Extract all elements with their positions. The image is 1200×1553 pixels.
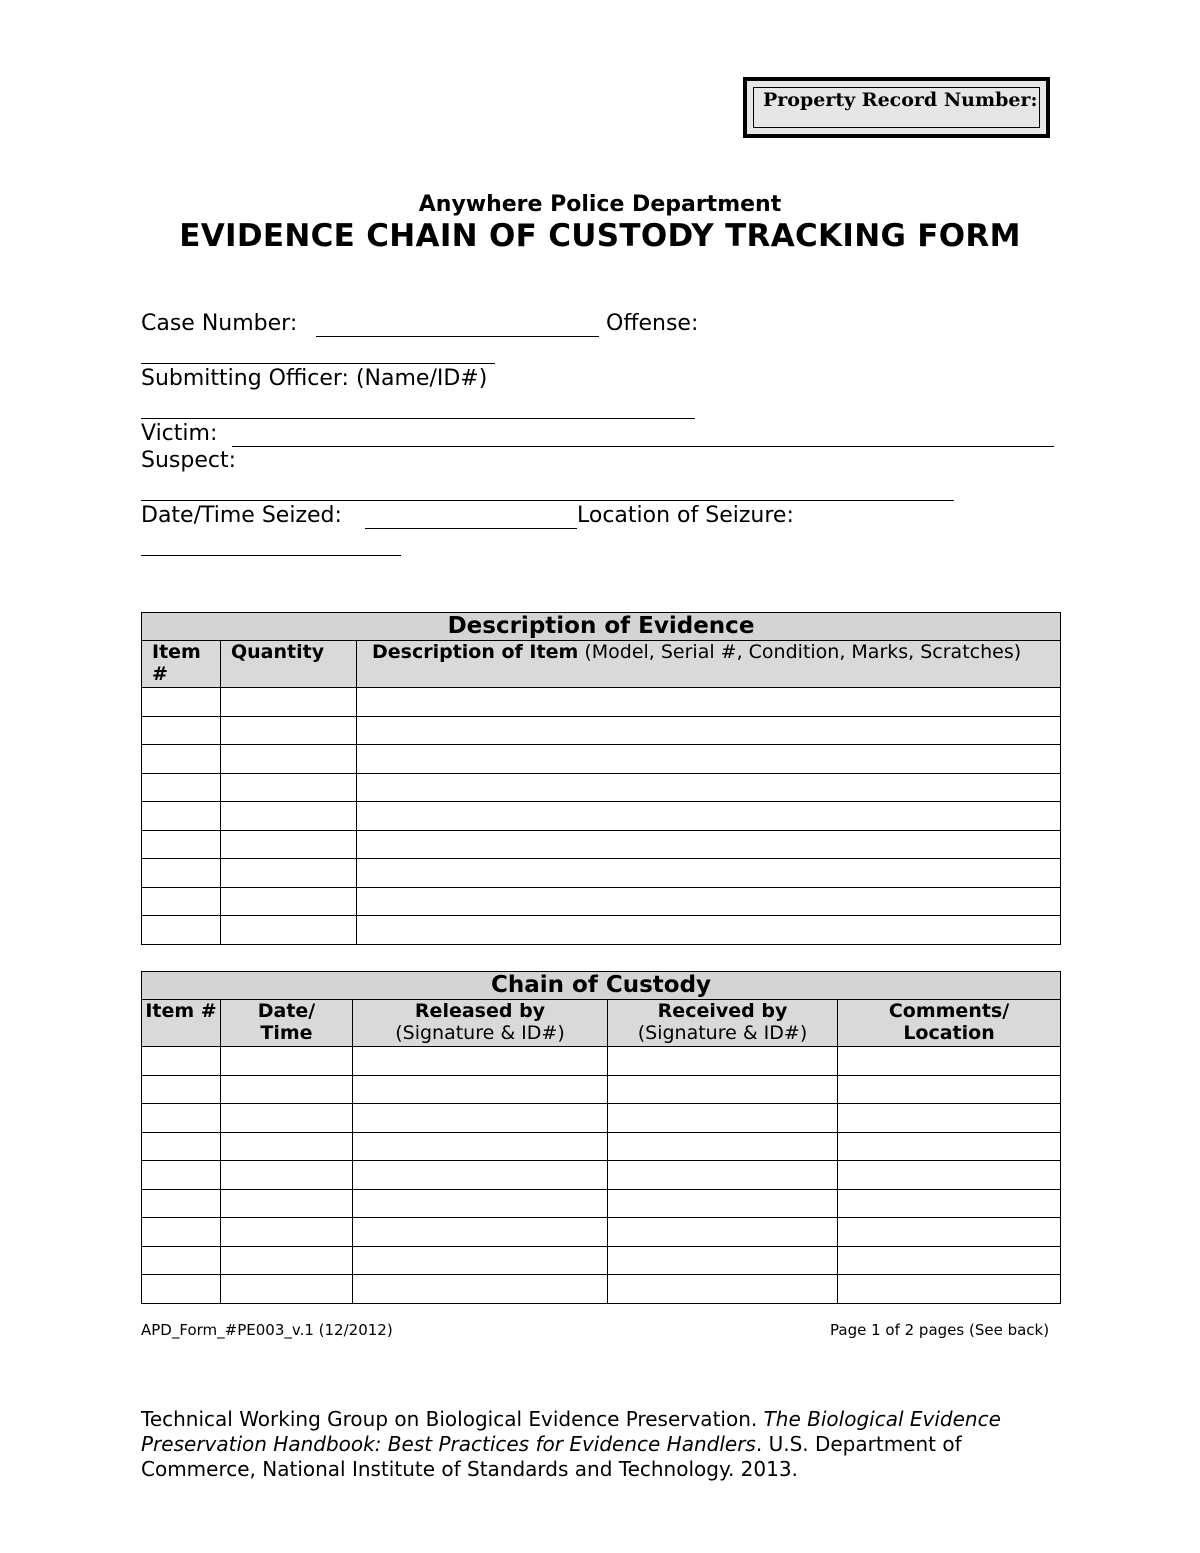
table-cell[interactable] bbox=[142, 1218, 221, 1247]
case-number-label: Case Number: bbox=[141, 311, 298, 336]
table-cell[interactable] bbox=[142, 1246, 221, 1275]
table-cell[interactable] bbox=[221, 830, 357, 859]
table-cell[interactable] bbox=[142, 1275, 221, 1304]
table-row bbox=[142, 859, 1061, 888]
table-cell[interactable] bbox=[142, 916, 221, 945]
form-title: EVIDENCE CHAIN OF CUSTODY TRACKING FORM bbox=[179, 218, 1021, 254]
custody-col-datetime: Date/ Time bbox=[221, 1000, 353, 1047]
table-cell[interactable] bbox=[357, 887, 1061, 916]
table-row bbox=[142, 916, 1061, 945]
table-cell[interactable] bbox=[221, 887, 357, 916]
table-cell[interactable] bbox=[142, 1075, 221, 1104]
offense-line[interactable] bbox=[141, 363, 495, 364]
table-cell[interactable] bbox=[142, 745, 221, 774]
table-cell[interactable] bbox=[353, 1104, 608, 1133]
table-cell[interactable] bbox=[353, 1189, 608, 1218]
table-cell[interactable] bbox=[357, 859, 1061, 888]
custody-col-released-note: (Signature & ID#) bbox=[395, 1022, 565, 1044]
table-cell[interactable] bbox=[838, 1047, 1061, 1076]
table-cell[interactable] bbox=[353, 1275, 608, 1304]
table-cell[interactable] bbox=[838, 1161, 1061, 1190]
table-cell[interactable] bbox=[221, 1047, 353, 1076]
table-cell[interactable] bbox=[353, 1075, 608, 1104]
property-record-label: Property Record Number: bbox=[763, 89, 1038, 111]
custody-col-item: Item # bbox=[142, 1000, 221, 1047]
table-row bbox=[142, 802, 1061, 831]
description-of-evidence-table bbox=[141, 612, 1061, 945]
table-cell[interactable] bbox=[142, 802, 221, 831]
page-info-footer: Page 1 of 2 pages (See back) bbox=[830, 1321, 1050, 1339]
table-cell[interactable] bbox=[838, 1104, 1061, 1133]
table-cell[interactable] bbox=[608, 1189, 838, 1218]
table-cell[interactable] bbox=[142, 688, 221, 717]
table-cell[interactable] bbox=[142, 1161, 221, 1190]
table-cell[interactable] bbox=[608, 1275, 838, 1304]
table-cell[interactable] bbox=[357, 916, 1061, 945]
table-cell[interactable] bbox=[221, 1189, 353, 1218]
desc-col-description-note: (Model, Serial #, Condition, Marks, Scratches) bbox=[584, 641, 1022, 663]
table-cell[interactable] bbox=[838, 1218, 1061, 1247]
table-cell[interactable] bbox=[357, 773, 1061, 802]
date-time-seized-line[interactable] bbox=[365, 528, 577, 529]
table-cell[interactable] bbox=[353, 1161, 608, 1190]
table-row bbox=[142, 716, 1061, 745]
table-row bbox=[142, 1161, 1061, 1190]
table-cell[interactable] bbox=[838, 1246, 1061, 1275]
location-of-seizure-label: Location of Seizure: bbox=[577, 503, 794, 528]
desc-col-item-text: Item # bbox=[152, 641, 201, 685]
table-cell[interactable] bbox=[608, 1075, 838, 1104]
date-time-seized-label: Date/Time Seized: bbox=[141, 503, 342, 528]
table-row bbox=[142, 745, 1061, 774]
table-cell[interactable] bbox=[357, 745, 1061, 774]
table-cell[interactable] bbox=[221, 745, 357, 774]
table-cell[interactable] bbox=[221, 1161, 353, 1190]
table-cell[interactable] bbox=[221, 1075, 353, 1104]
table-cell[interactable] bbox=[838, 1075, 1061, 1104]
table-cell[interactable] bbox=[142, 859, 221, 888]
case-number-line[interactable] bbox=[316, 336, 599, 337]
location-of-seizure-line[interactable] bbox=[141, 555, 401, 556]
table-cell[interactable] bbox=[838, 1132, 1061, 1161]
table-row bbox=[142, 1275, 1061, 1304]
table-cell[interactable] bbox=[357, 802, 1061, 831]
citation bbox=[141, 1407, 1041, 1482]
table-cell[interactable] bbox=[221, 716, 357, 745]
table-cell[interactable] bbox=[353, 1218, 608, 1247]
chain-of-custody-table bbox=[141, 971, 1061, 1304]
custody-col-received-note: (Signature & ID#) bbox=[637, 1022, 808, 1044]
table-cell[interactable] bbox=[357, 716, 1061, 745]
desc-col-quantity bbox=[221, 641, 357, 688]
table-cell[interactable] bbox=[221, 773, 357, 802]
suspect-line[interactable] bbox=[141, 500, 954, 501]
table-cell[interactable] bbox=[142, 1047, 221, 1076]
table-row bbox=[142, 1132, 1061, 1161]
table-cell[interactable] bbox=[142, 830, 221, 859]
table-cell[interactable] bbox=[608, 1132, 838, 1161]
table-cell[interactable] bbox=[221, 1246, 353, 1275]
offense-label: Offense: bbox=[606, 311, 699, 336]
department-name: Anywhere Police Department bbox=[418, 192, 782, 217]
table-cell[interactable] bbox=[353, 1246, 608, 1275]
victim-label: Victim: bbox=[141, 421, 218, 446]
table-cell[interactable] bbox=[357, 830, 1061, 859]
custody-table-title: Chain of Custody bbox=[142, 972, 1061, 1000]
custody-col-comments: Comments/ Location bbox=[838, 1000, 1061, 1047]
submitting-officer-label: Submitting Officer: (Name/ID#) bbox=[141, 366, 488, 391]
citation-part2: . U.S. Department of Commerce, National Institute of Standards and Technology. 2013. bbox=[141, 1432, 962, 1481]
table-cell[interactable] bbox=[608, 1246, 838, 1275]
table-cell[interactable] bbox=[221, 802, 357, 831]
table-cell[interactable] bbox=[608, 1047, 838, 1076]
table-cell[interactable] bbox=[221, 1218, 353, 1247]
table-cell[interactable] bbox=[142, 1104, 221, 1133]
table-cell[interactable] bbox=[353, 1132, 608, 1161]
table-row bbox=[142, 773, 1061, 802]
table-cell[interactable] bbox=[221, 1104, 353, 1133]
table-cell[interactable] bbox=[221, 688, 357, 717]
suspect-label: Suspect: bbox=[141, 448, 237, 473]
table-cell[interactable] bbox=[838, 1189, 1061, 1218]
table-cell[interactable] bbox=[221, 859, 357, 888]
desc-col-quantity-text: Quantity bbox=[231, 641, 325, 663]
table-row bbox=[142, 1218, 1061, 1247]
table-cell[interactable] bbox=[608, 1218, 838, 1247]
table-cell[interactable] bbox=[142, 887, 221, 916]
table-cell[interactable] bbox=[357, 688, 1061, 717]
citation-italic-title: The Biological Evidence Preservation Handbook: Best Practices for Evidence Handlers bbox=[141, 1407, 1001, 1456]
table-row bbox=[142, 1189, 1061, 1218]
table-cell[interactable] bbox=[221, 1132, 353, 1161]
custody-col-received-text: Received by bbox=[657, 1000, 788, 1022]
table-cell[interactable] bbox=[142, 773, 221, 802]
table-row bbox=[142, 887, 1061, 916]
table-row bbox=[142, 1246, 1061, 1275]
table-cell[interactable] bbox=[142, 1189, 221, 1218]
table-cell[interactable] bbox=[142, 716, 221, 745]
table-cell[interactable] bbox=[608, 1161, 838, 1190]
property-record-box bbox=[743, 77, 1050, 138]
desc-col-item bbox=[142, 641, 221, 688]
table-cell[interactable] bbox=[353, 1047, 608, 1076]
table-row bbox=[142, 688, 1061, 717]
description-table-title: Description of Evidence bbox=[142, 613, 1061, 641]
desc-col-description bbox=[357, 641, 1061, 688]
custody-col-released bbox=[353, 1000, 608, 1047]
victim-line[interactable] bbox=[232, 446, 1054, 447]
table-row bbox=[142, 1047, 1061, 1076]
submitting-officer-line[interactable] bbox=[141, 418, 695, 419]
custody-col-received bbox=[608, 1000, 838, 1047]
table-row bbox=[142, 1104, 1061, 1133]
table-cell[interactable] bbox=[608, 1104, 838, 1133]
form-id-footer: APD_Form_#PE003_v.1 (12/2012) bbox=[141, 1321, 393, 1339]
table-cell[interactable] bbox=[221, 916, 357, 945]
table-row bbox=[142, 1075, 1061, 1104]
desc-col-description-text: Description of Item bbox=[372, 641, 579, 663]
table-row bbox=[142, 830, 1061, 859]
table-cell[interactable] bbox=[221, 1275, 353, 1304]
citation-part1: Technical Working Group on Biological Evidence Preservation. bbox=[141, 1407, 764, 1431]
custody-col-released-text: Released by bbox=[414, 1000, 546, 1022]
table-cell[interactable] bbox=[838, 1275, 1061, 1304]
table-cell[interactable] bbox=[142, 1132, 221, 1161]
